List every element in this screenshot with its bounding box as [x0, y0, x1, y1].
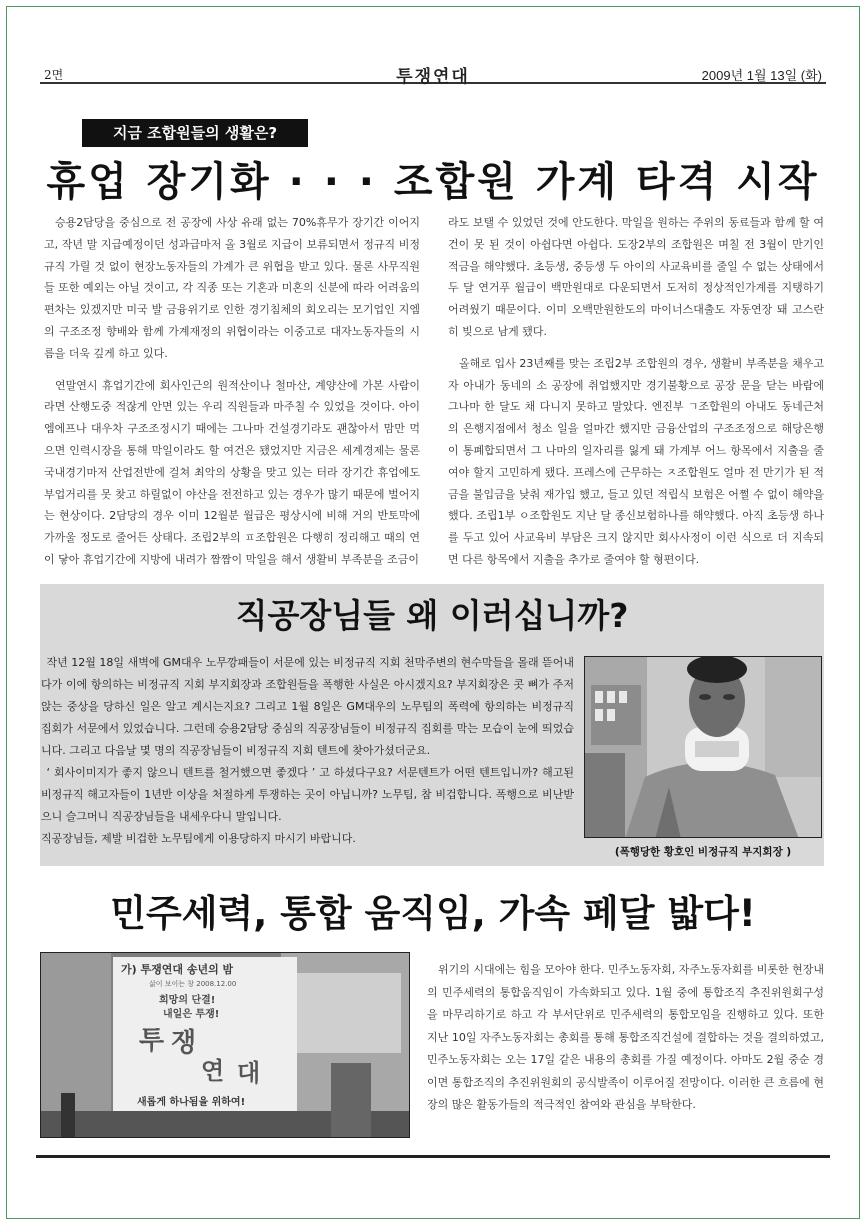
page-number: 2면	[44, 68, 64, 82]
article1-left-paragraph: 연말연시 휴업기간에 회사인근의 원적산이나 철마산, 계양산에 가본 사람이라면 산행도중 적잖게 안면 있는 우리 직원들과 마주칠 수 있었을 것이다. 아이엠에프나 대우차 구조조정시기 때에는 그나마 건설경기라도 괜찮아서 맘만 먹으면 인력시장을 통해 막일이라도 할 여건은 됐었지만 지금은 세계경제는 물론 국내경기마저 산업전반에 걸쳐 최악의 상황을 맞고 있는 터라 장기간 휴업에도 부업거리를 못 찾고 하릴없이 야산을 전전하고 있는 경우가 많기 때문에 벌어지는 현상이다. 2담당의 경우 이미 12월분 월급은 평상시에 비해 거의 반토막에 가까울 정도로 줄어든 상태다. 조립2부의 ㅍ조합원은 다행히 정리해고 때의 연이 닿아 휴업기간에 지방에 내려가 짬짬이 막일을 해서 생활비 부족분을 조금이	[44, 378, 420, 566]
banner-line: 대	[237, 1059, 261, 1087]
page-header	[40, 62, 826, 87]
banner-line: 삶이 보이는 창 2008.12.00	[149, 980, 237, 988]
banner-line: 가) 투쟁연대 송년의 밤	[121, 963, 234, 976]
banner-line: 희망의 단결!	[159, 995, 216, 1006]
article3-headline: 민주세력, 통합 움직임, 가속 페달 밟다!	[110, 892, 756, 935]
bottom-rule	[36, 1155, 830, 1158]
article2-paragraph: 직공장님들, 제발 비겁한 노무팀에게 이용당하지 마시기 바랍니다.	[41, 832, 356, 845]
banner-line: 새롭게 하나됨을 위하여!	[137, 1097, 246, 1108]
banner-line: 연	[201, 1057, 225, 1085]
issue-date: 2009년 1월 13일 (화)	[701, 68, 822, 83]
banner-line: 쟁	[171, 1028, 197, 1058]
article2-body	[41, 652, 574, 850]
article1-headline: 휴업 장기화 · · · 조합원 가계 타격 시작	[46, 159, 820, 205]
banner-line: 투	[139, 1026, 165, 1056]
article3-body	[427, 959, 824, 1117]
article2-headline: 직공장님들 왜 이러십니까?	[235, 596, 629, 635]
article1-left-paragraph: 승용2담당을 중심으로 전 공장에 사상 유래 없는 70%휴무가 장기간 이어지고, 작년 말 지급예정이던 성과급마저 올 3월로 지급이 보류되면서 정규직 비정규직 가릴 것 없이 현장노동자들의 가계가 큰 위협을 받고 있다. 물론 사무직원들 또한 예외는 아닐 것이고, 각 직종 또는 기혼과 미혼의 신분에 따라 어려움의 편차는 있겠지만 미국 발 금융위기로 인한 경기침체의 회오리는 모기업인 지엠의 구조조정 향배와 함께 가계재정의 위협이라는 이중고로 대자노동자들의 시름을 더욱 깊게 하고 있다.	[44, 216, 420, 360]
injured-vice-chairman-photo	[584, 656, 822, 838]
article1-left-column	[44, 212, 420, 582]
article3-paragraph: 위기의 시대에는 힘을 모아야 한다. 민주노동자회, 자주노동자회를 비롯한 현장내의 민주세력의 통합움직임이 가속화되고 있다. 1월 중에 통합조직 추진위원회구성을 마무리하기로 하고 각 부서단위로 민주세력의 통합모임을 진행하고 있다. 또한 지난 10일 자주노동자회는 총회를 통해 통합조직건설에 결합하는 것을 결의하였고, 민주노동자회는 오는 17일 같은 내용의 총회를 가질 예정이다. 아마도 2월 중순 경이면 통합조직의 추진위원회의 공식발족이 이루어질 전망이다. 이러한 큰 흐름에 현장의 많은 활동가들의 적극적인 참여와 관심을 부탁한다.	[427, 963, 824, 1111]
article1-right-column	[448, 212, 824, 582]
article1-right-paragraph: 올해로 입사 23년째를 맞는 조립2부 조합원의 경우, 생활비 부족분을 채우고자 아내가 동네의 소 공장에 취업했지만 경기불황으로 공장 문을 닫는 바람에 그나마 한 달도 채 다니지 못하고 말았다. 엔진부 ㄱ조합원의 아내도 동네근처의 은행지점에서 청소 일을 얼마간 했지만 금융산업의 구조조정으로 해당은행이 통폐합되면서 그 나마의 일자리를 잃게 돼 가계부 어느 항목에서 지출을 줄여야 할지 고민하게 됐다. 프레스에 근무하는 ㅈ조합원도 얼마 전 만기가 된 적금을 불입금을 낮춰 재가입 했고, 들고 있던 적립식 보험은 어쩔 수 없이 해약을 했다. 조립1부 ㅇ조합원도 지난 달 종신보험하나를 해약했다. 아직 초등생 하나를 두고 있어 사교육비 부담은 크지 않지만 회사사정이 이런 식으로 더 지속되면 다른 항목에서 지출을 추가로 줄여야 할 형편이다.	[448, 356, 824, 566]
article2-paragraph: 작년 12월 18일 새벽에 GM대우 노무깡패들이 서문에 있는 비정규직 지회 천막주변의 현수막들을 몰래 뜯어내다가 이에 항의하는 비정규직 지회 부지회장과 조합원들을 폭행한 사실은 아시겠지요? 부지회장은 콧 뼈가 주저앉는 중상을 당하신 일은 알고 계시는지요? 그리고 1월 8일은 GM대우의 노무팀의 폭력에 항의하는 비정규직 집회가 서문에서 있었습니다. 그런데 승용2담당 중심의 직공장님들이 비정규직 집회를 막는 모습이 눈에 띄었습니다. 그리고 다음날 몇 명의 직공장님들이 비정규직 지회 텐트에 찾아가셨더군요.	[41, 656, 574, 757]
banner-line: 내일은 투쟁!	[163, 1009, 220, 1020]
article2-paragraph: ‘ 회사이미지가 좋지 않으니 텐트를 철거했으면 좋겠다 ’ 고 하셨다구요? 서문텐트가 어떤 텐트입니까? 해고된 비정규직 해고자들이 1년반 이상을 처절하게 투쟁하는 곳이 아닙니까? 노무팀, 참 비겁합니다. 폭행으로 비난받으니 슬그머니 직공장님들을 내세우다니 말입니다.	[41, 766, 574, 823]
year-end-event-photo	[40, 952, 410, 1138]
masthead: 투쟁연대	[396, 67, 470, 87]
article1-right-paragraph: 라도 보탤 수 있었던 것에 안도한다. 막일을 원하는 주위의 동료들과 함께 할 여건이 못 된 것이 아쉽다면 아쉽다. 도장2부의 조합원은 며칠 전 3월이 만기인 적금을 해약했다. 초등생, 중등생 두 아이의 사교육비를 줄일 수 없는 상태에서 두 달 연거푸 월급이 백만원대로 다운되면서 도저히 정상적인가계를 지탱하기 어려웠기 때문이다. 이미 오백만원한도의 마이너스대출도 자동연장 돼 고스란히 빚으로 남게 됐다.	[448, 216, 824, 338]
photo-caption: (폭행당한 황호인 비정규직 부지회장 )	[614, 846, 792, 858]
article1-kicker: 지금 조합원들의 생활은?	[82, 119, 308, 147]
